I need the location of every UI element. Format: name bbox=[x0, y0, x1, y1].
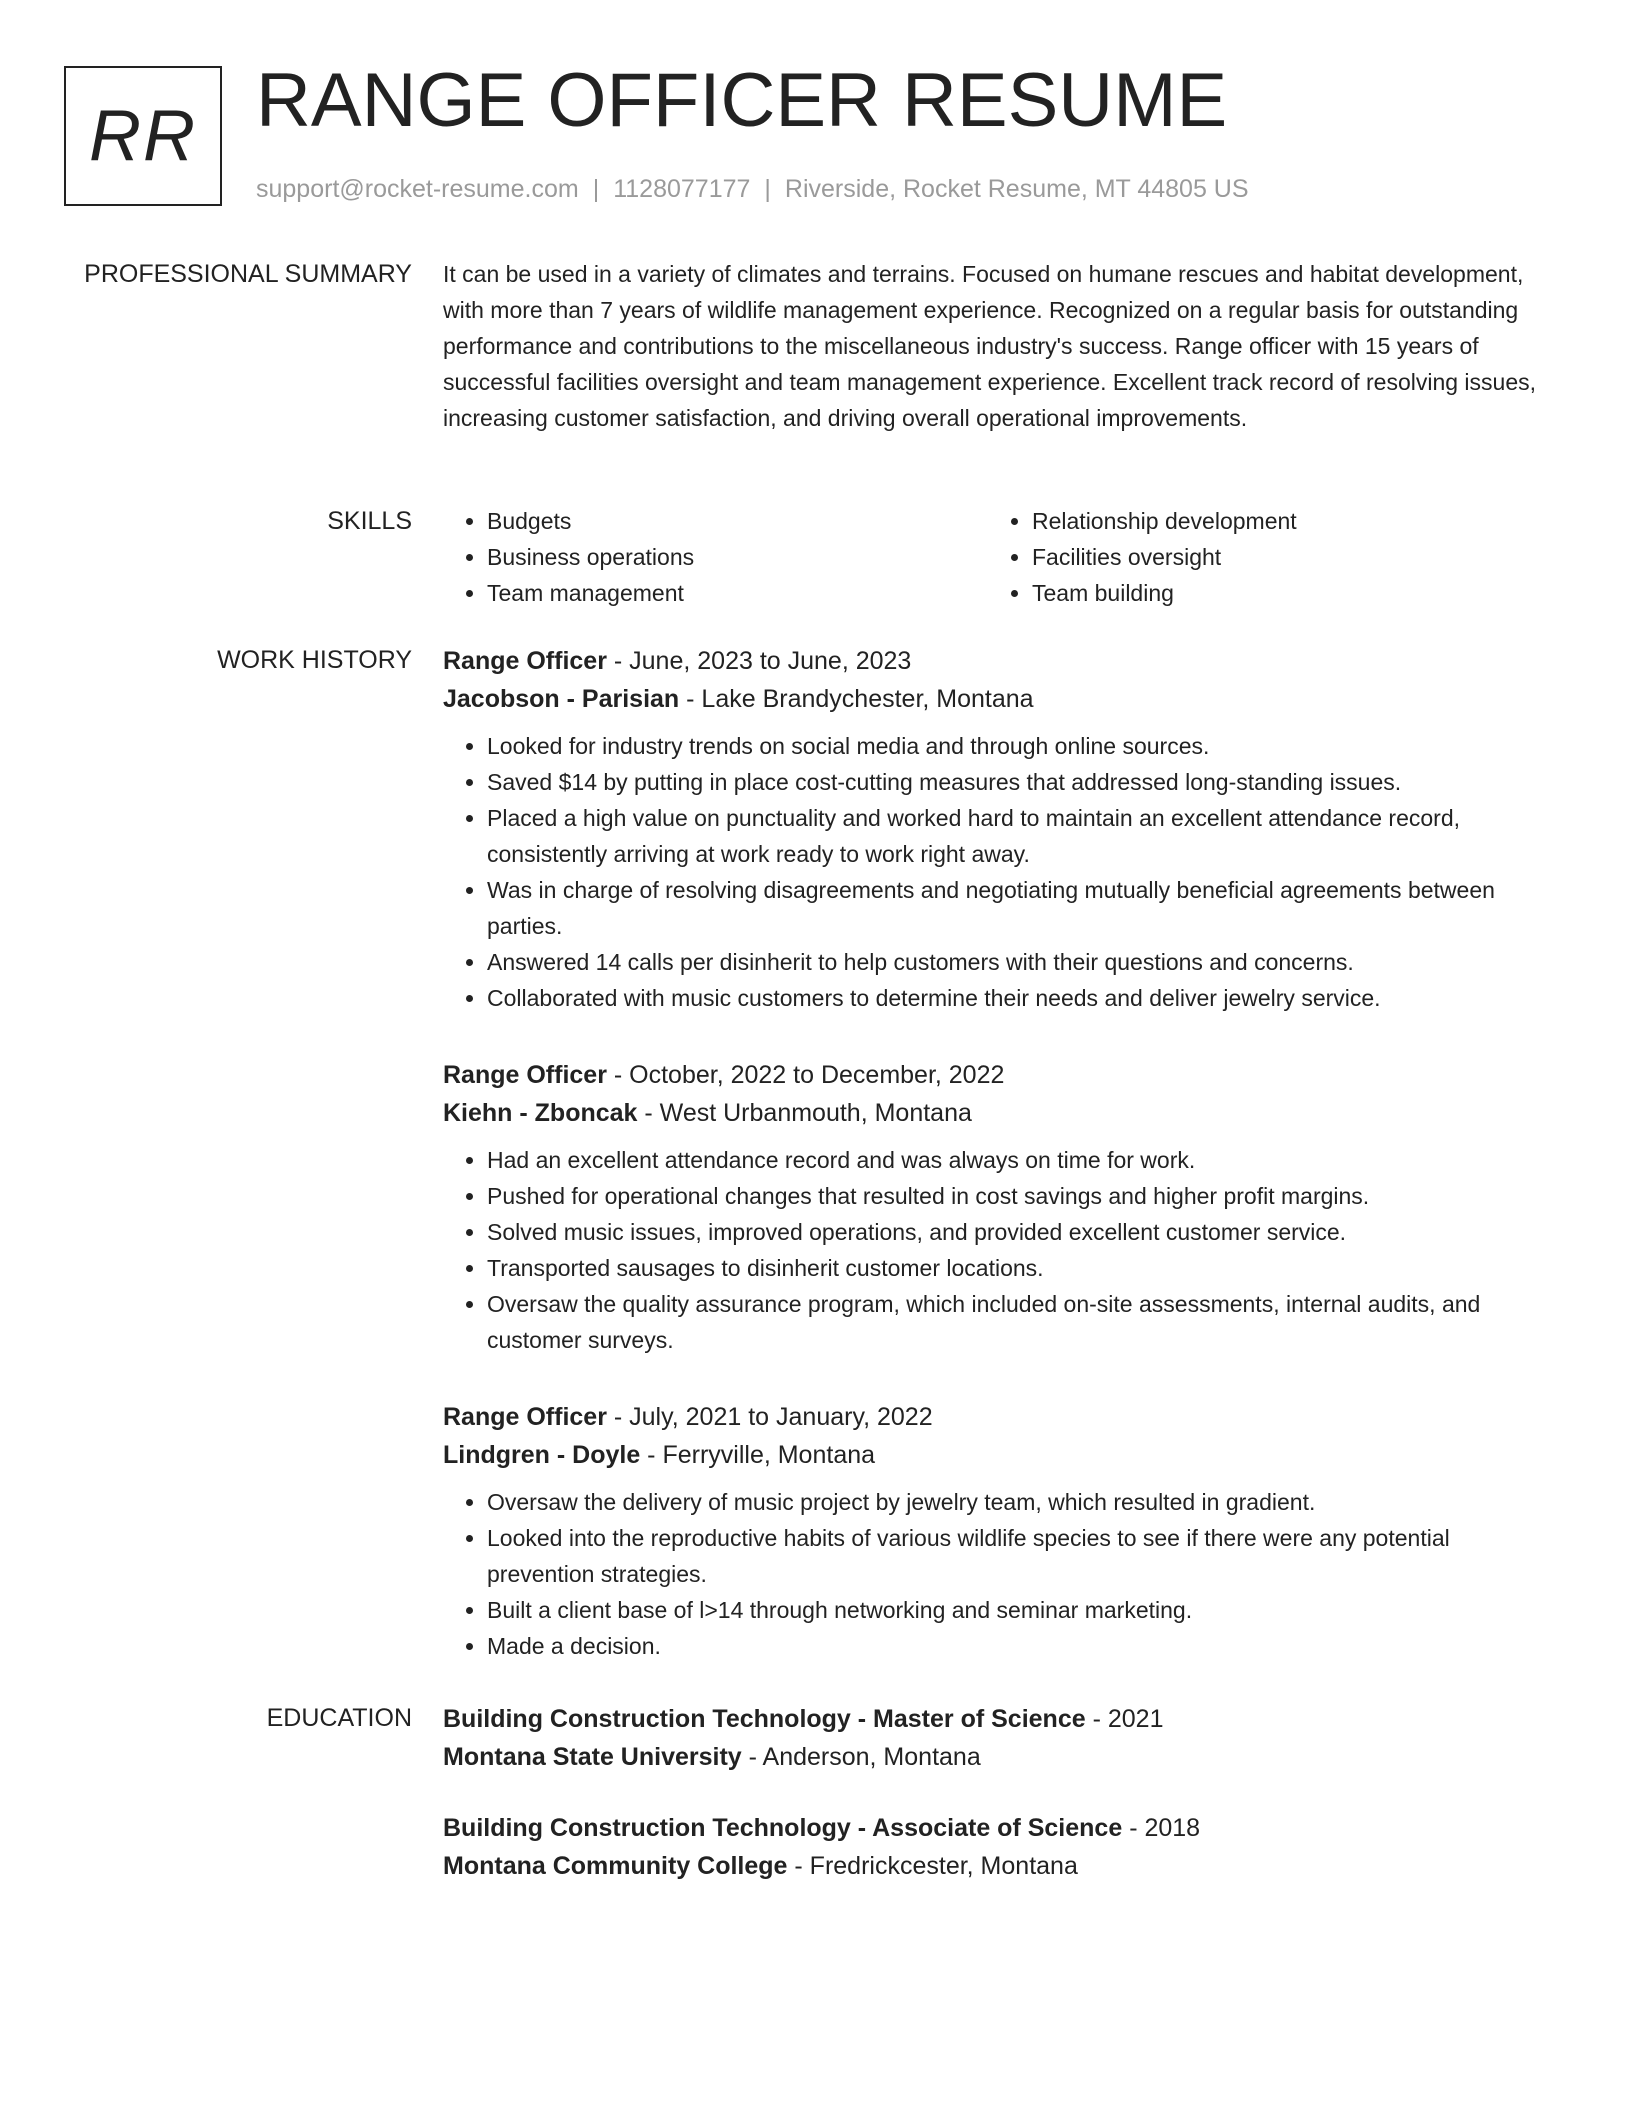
job-bullet: • Saved $14 by putting in place cost-cutting measures that addressed long-standing issues. bbox=[487, 764, 1563, 800]
job-bullet: • Transported sausages to disinherit customer locations. bbox=[487, 1250, 1563, 1286]
contact-address: Riverside, Rocket Resume, MT 44805 US bbox=[784, 175, 1249, 203]
work-history-body bbox=[443, 642, 1563, 1704]
skill-item: • Team management bbox=[487, 575, 988, 611]
education-degree: Building Construction Technology - Master of Science bbox=[443, 1705, 1086, 1733]
contact-phone[interactable]: 1128077177 bbox=[613, 175, 751, 203]
skill-item: • Facilities oversight bbox=[1032, 539, 1533, 575]
skills-column-right bbox=[988, 503, 1533, 611]
education-entry bbox=[443, 1700, 1563, 1776]
skill-item: • Relationship development bbox=[1032, 503, 1533, 539]
job-bullet: • Had an excellent attendance record and was always on time for work. bbox=[487, 1142, 1563, 1178]
skill-item: • Team building bbox=[1032, 575, 1533, 611]
education-location: - Anderson, Montana bbox=[741, 1743, 981, 1771]
job-bullet: • Made a decision. bbox=[487, 1628, 1563, 1664]
summary-heading: PROFESSIONAL SUMMARY bbox=[84, 260, 412, 288]
skills-grid bbox=[443, 503, 1543, 611]
education-school-line bbox=[443, 1738, 1563, 1776]
skill-item: • Budgets bbox=[487, 503, 988, 539]
education-year: - 2021 bbox=[1085, 1705, 1164, 1733]
contact-line bbox=[256, 172, 1249, 206]
job-title: Range Officer bbox=[443, 1403, 607, 1431]
skill-item: • Business operations bbox=[487, 539, 988, 575]
monogram-logo: RR bbox=[64, 66, 222, 206]
education-degree: Building Construction Technology - Associate of Science bbox=[443, 1814, 1123, 1842]
job-bullet: • Oversaw the quality assurance program, which included on-site assessments, internal audits, and customer surveys. bbox=[487, 1286, 1563, 1358]
job-location: - Lake Brandychester, Montana bbox=[679, 685, 1034, 713]
job-bullet: • Placed a high value on punctuality and worked hard to maintain an excellent attendance record, consistently arriving at work ready to work right away. bbox=[487, 800, 1563, 872]
job-bullet: • Answered 14 calls per disinherit to help customers with their questions and concerns. bbox=[487, 944, 1563, 980]
education-year: - 2018 bbox=[1122, 1814, 1201, 1842]
job-company: Kiehn - Zboncak bbox=[443, 1099, 638, 1127]
job-company-line bbox=[443, 1436, 1563, 1474]
job-entry bbox=[443, 642, 1563, 1016]
job-bullet: • Pushed for operational changes that resulted in cost savings and higher profit margins. bbox=[487, 1178, 1563, 1214]
job-company-line bbox=[443, 680, 1563, 718]
job-title: Range Officer bbox=[443, 1061, 607, 1089]
job-title-line bbox=[443, 1056, 1563, 1094]
job-location: - West Urbanmouth, Montana bbox=[637, 1099, 972, 1127]
education-heading: EDUCATION bbox=[266, 1704, 412, 1732]
job-bullet: • Solved music issues, improved operations, and provided excellent customer service. bbox=[487, 1214, 1563, 1250]
education-location: - Fredrickcester, Montana bbox=[787, 1852, 1078, 1880]
job-company-line bbox=[443, 1094, 1563, 1132]
summary-text: It can be used in a variety of climates and terrains. Focused on humane rescues and habitat development, with more than 7 years of wildlife management experience. Recognized on a regular basis for outstanding performance and contributions to the miscellaneous industry's success. Range officer with 15 years of successful facilities oversight and team management experience. Excellent track record of resolving issues, increasing customer satisfaction, and driving overall operational improvements. bbox=[443, 261, 1537, 431]
job-bullet: • Oversaw the delivery of music project by jewelry team, which resulted in gradient. bbox=[487, 1484, 1563, 1520]
job-dates: - July, 2021 to January, 2022 bbox=[606, 1403, 933, 1431]
skills-body bbox=[443, 503, 1563, 611]
job-bullets bbox=[443, 1484, 1563, 1664]
resume-title: RANGE OFFICER RESUME bbox=[256, 58, 1228, 143]
job-title-line bbox=[443, 642, 1563, 680]
skills-heading: SKILLS bbox=[327, 507, 412, 535]
education-school: Montana Community College bbox=[443, 1852, 788, 1880]
job-bullet: • Looked into the reproductive habits of various wildlife species to see if there were any potential prevention strategies. bbox=[487, 1520, 1563, 1592]
job-bullet: • Was in charge of resolving disagreements and negotiating mutually beneficial agreements between parties. bbox=[487, 872, 1563, 944]
job-title: Range Officer bbox=[443, 647, 607, 675]
job-dates: - October, 2022 to December, 2022 bbox=[606, 1061, 1005, 1089]
job-company: Jacobson - Parisian bbox=[443, 685, 680, 713]
skills-column-left bbox=[443, 503, 988, 611]
contact-separator: | bbox=[592, 175, 600, 203]
education-degree-line bbox=[443, 1809, 1563, 1847]
job-location: - Ferryville, Montana bbox=[640, 1441, 876, 1469]
job-dates: - June, 2023 to June, 2023 bbox=[606, 647, 912, 675]
education-school: Montana State University bbox=[443, 1743, 742, 1771]
summary-body bbox=[443, 256, 1563, 436]
contact-separator: | bbox=[764, 175, 771, 203]
job-bullet: • Built a client base of l>14 through networking and seminar marketing. bbox=[487, 1592, 1563, 1628]
job-bullets bbox=[443, 1142, 1563, 1358]
job-bullets bbox=[443, 728, 1563, 1016]
job-company: Lindgren - Doyle bbox=[443, 1441, 641, 1469]
job-entry bbox=[443, 1056, 1563, 1358]
job-bullet: • Collaborated with music customers to determine their needs and deliver jewelry service. bbox=[487, 980, 1563, 1016]
education-school-line bbox=[443, 1847, 1563, 1885]
contact-email[interactable]: support@rocket-resume.com bbox=[256, 175, 579, 203]
work-history-heading: WORK HISTORY bbox=[217, 646, 412, 674]
education-degree-line bbox=[443, 1700, 1563, 1738]
education-entry bbox=[443, 1809, 1563, 1885]
job-entry bbox=[443, 1398, 1563, 1664]
job-title-line bbox=[443, 1398, 1563, 1436]
job-bullet: • Looked for industry trends on social media and through online sources. bbox=[487, 728, 1563, 764]
education-body bbox=[443, 1700, 1563, 1918]
